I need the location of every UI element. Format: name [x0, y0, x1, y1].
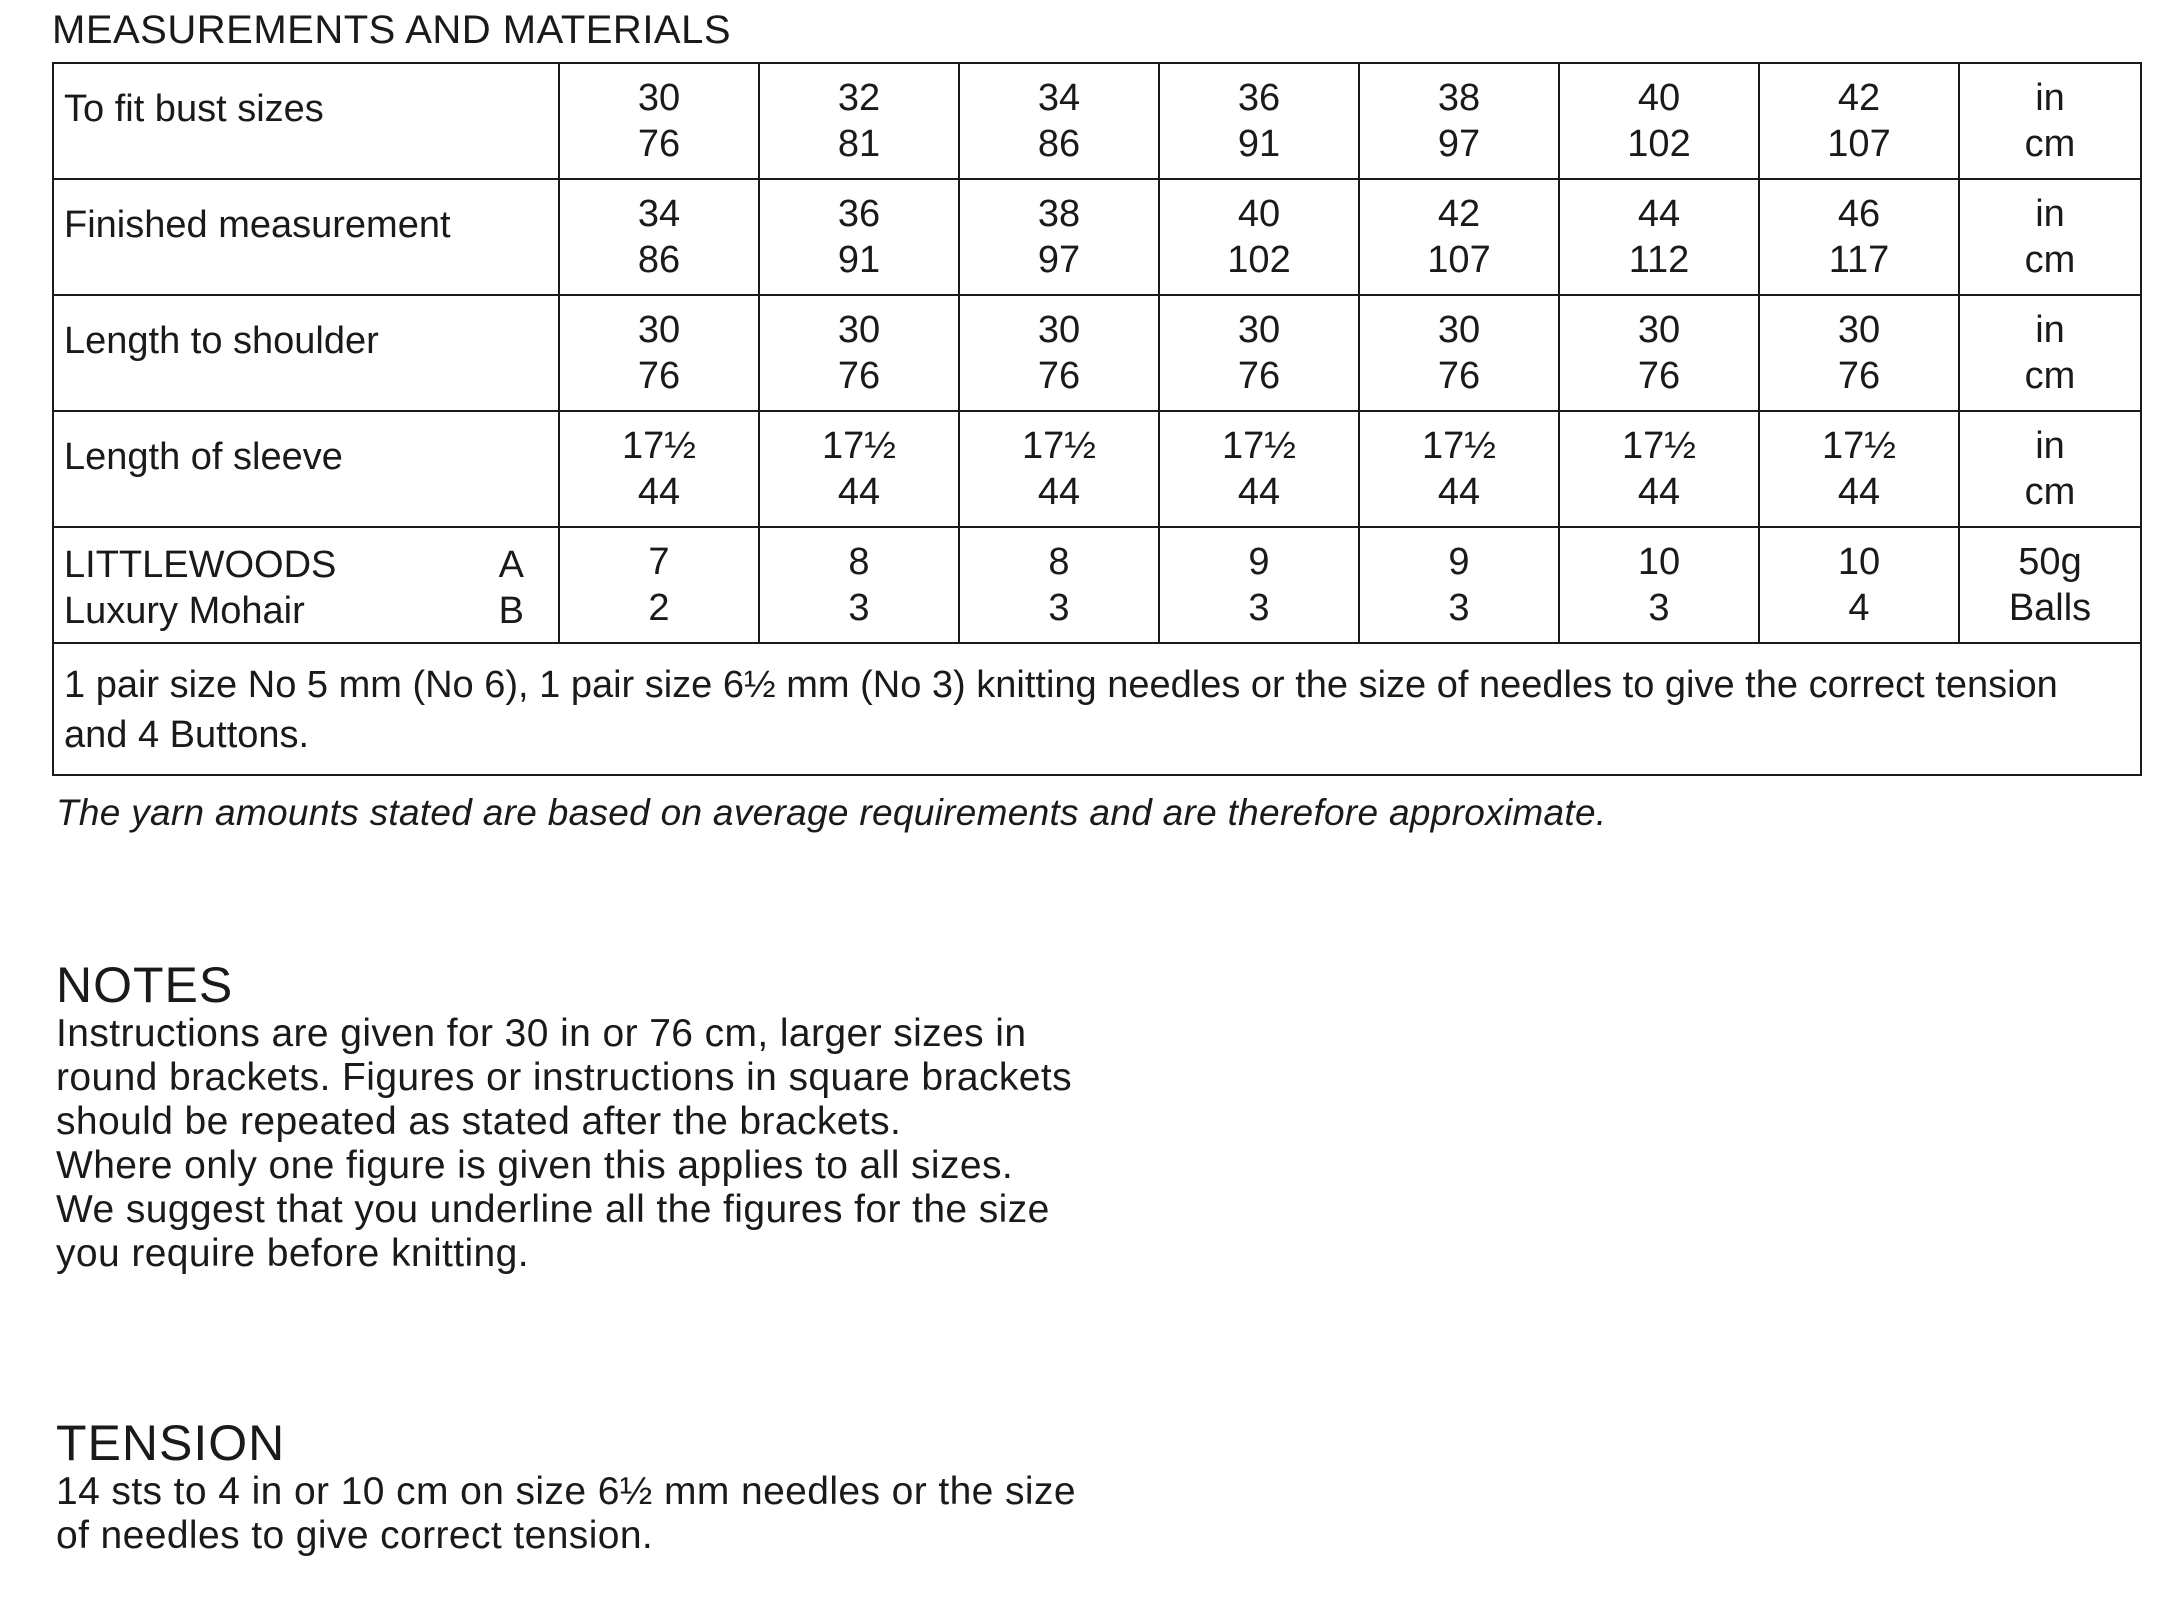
cell-value-bottom: 3 — [1048, 587, 1070, 629]
cell-value-bottom: cm — [2024, 239, 2076, 281]
cell-value-bottom: 76 — [837, 355, 881, 397]
yarn-brand: LITTLEWOODS — [64, 544, 337, 586]
cell-value-bottom: 3 — [1648, 587, 1670, 629]
cell-value-bottom: 44 — [637, 471, 681, 513]
cell-value-top: 17½ — [1822, 425, 1896, 467]
size-cell — [1359, 295, 1559, 411]
yarn-code-a: A — [498, 544, 524, 586]
cell-value-bottom: 76 — [1437, 355, 1481, 397]
cell-value-bottom: 102 — [1627, 123, 1691, 165]
cell-value-top: 30 — [1237, 309, 1281, 351]
cell-value-top: 17½ — [1622, 425, 1696, 467]
cell-value-bottom: 97 — [1437, 123, 1481, 165]
yarn-label — [64, 528, 558, 634]
cell-value-top: 30 — [1837, 309, 1881, 351]
cell-value-bottom: 91 — [837, 239, 881, 281]
cell-value-top: in — [2035, 425, 2065, 467]
yarn-amount-cell — [759, 527, 959, 643]
size-cell — [959, 295, 1159, 411]
cell-value-bottom: 44 — [1437, 471, 1481, 513]
cell-value-top: 17½ — [822, 425, 896, 467]
size-cell — [1559, 295, 1759, 411]
cell-value-top: 36 — [837, 193, 881, 235]
unit-cell — [1959, 527, 2141, 643]
size-cell — [1359, 411, 1559, 527]
cell-value-bottom: 76 — [637, 123, 681, 165]
cell-value-bottom: 91 — [1237, 123, 1281, 165]
cell-value-bottom: Balls — [2008, 587, 2092, 629]
size-cell — [959, 411, 1159, 527]
cell-value-top: 38 — [1037, 193, 1081, 235]
yarn-name-col — [64, 542, 336, 634]
size-cell — [1359, 179, 1559, 295]
size-cell — [959, 179, 1159, 295]
yarn-row — [53, 527, 2141, 643]
measurements-table — [52, 62, 2142, 776]
cell-value-bottom: 76 — [1237, 355, 1281, 397]
cell-value-top: 34 — [1037, 77, 1081, 119]
size-cell — [1759, 295, 1959, 411]
cell-value-top: 9 — [1248, 541, 1270, 583]
size-cell — [1159, 411, 1359, 527]
cell-value-bottom: cm — [2024, 123, 2076, 165]
cell-value-bottom: 107 — [1827, 123, 1891, 165]
cell-value-top: 30 — [837, 309, 881, 351]
cell-value-top: 32 — [837, 77, 881, 119]
cell-value-top: 17½ — [1222, 425, 1296, 467]
yarn-amount-cell — [559, 527, 759, 643]
size-cell — [1159, 179, 1359, 295]
size-cell — [1759, 179, 1959, 295]
yarn-label-cell — [53, 527, 559, 643]
cell-value-top: 7 — [648, 541, 670, 583]
cell-value-bottom: 81 — [837, 123, 881, 165]
cell-value-top: 8 — [1048, 541, 1070, 583]
cell-value-bottom: 76 — [1837, 355, 1881, 397]
yarn-disclaimer: The yarn amounts stated are based on average requirements and are therefore approximate. — [56, 792, 1607, 833]
unit-cell — [1959, 295, 2141, 411]
cell-value-top: 30 — [1437, 309, 1481, 351]
table-row — [53, 411, 2141, 527]
size-cell — [759, 179, 959, 295]
cell-value-bottom: 2 — [648, 587, 670, 629]
table-row — [53, 63, 2141, 179]
cell-value-top: 46 — [1837, 193, 1881, 235]
cell-value-bottom: 76 — [1637, 355, 1681, 397]
cell-value-top: 42 — [1837, 77, 1881, 119]
table-row — [53, 295, 2141, 411]
size-cell — [1159, 63, 1359, 179]
size-cell — [1359, 63, 1559, 179]
yarn-code-col — [499, 542, 524, 634]
notes-paragraph: Where only one figure is given this applies to all sizes. — [56, 1144, 1014, 1187]
cell-value-top: 40 — [1637, 77, 1681, 119]
size-cell — [559, 63, 759, 179]
cell-value-top: 50g — [2018, 541, 2082, 583]
size-cell — [959, 63, 1159, 179]
cell-value-bottom: 102 — [1227, 239, 1291, 281]
cell-value-bottom: 86 — [1037, 123, 1081, 165]
cell-value-top: 30 — [637, 77, 681, 119]
cell-value-top: in — [2035, 309, 2065, 351]
size-cell — [759, 411, 959, 527]
needles-row — [53, 643, 2141, 775]
cell-value-top: 30 — [637, 309, 681, 351]
cell-value-top: 36 — [1237, 77, 1281, 119]
tension-text: 14 sts to 4 in or 10 cm on size 6½ mm needles or the size of needles to give correct tension. — [56, 1470, 1076, 1557]
size-cell — [559, 179, 759, 295]
cell-value-top: 30 — [1037, 309, 1081, 351]
row-label: Length to shoulder — [53, 295, 559, 411]
cell-value-top: in — [2035, 77, 2065, 119]
notes-paragraph: Instructions are given for 30 in or 76 cm, larger sizes in round brackets. Figures or instructions in square brackets should be repeated as stated after the brackets. — [56, 1012, 1072, 1143]
page-title: MEASUREMENTS AND MATERIALS — [52, 8, 732, 52]
cell-value-top: 8 — [848, 541, 870, 583]
yarn-amount-cell — [1559, 527, 1759, 643]
unit-cell — [1959, 411, 2141, 527]
cell-value-bottom: 44 — [1837, 471, 1881, 513]
size-cell — [1159, 295, 1359, 411]
cell-value-top: 42 — [1437, 193, 1481, 235]
cell-value-bottom: 86 — [637, 239, 681, 281]
notes-section — [56, 958, 1116, 1276]
size-cell — [759, 295, 959, 411]
cell-value-bottom: cm — [2024, 355, 2076, 397]
cell-value-bottom: 112 — [1628, 239, 1690, 281]
cell-value-top: 17½ — [1022, 425, 1096, 467]
unit-cell — [1959, 63, 2141, 179]
size-cell — [559, 411, 759, 527]
cell-value-bottom: 117 — [1828, 239, 1890, 281]
table-row — [53, 179, 2141, 295]
cell-value-top: 34 — [637, 193, 681, 235]
cell-value-bottom: cm — [2024, 471, 2076, 513]
size-cell — [1759, 411, 1959, 527]
cell-value-top: 30 — [1637, 309, 1681, 351]
yarn-amount-cell — [959, 527, 1159, 643]
cell-value-top: in — [2035, 193, 2065, 235]
notes-paragraph: We suggest that you underline all the figures for the size you require before knitting. — [56, 1188, 1050, 1275]
size-cell — [1559, 179, 1759, 295]
unit-cell — [1959, 179, 2141, 295]
cell-value-bottom: 107 — [1427, 239, 1491, 281]
row-label: Finished measurement — [53, 179, 559, 295]
row-label: Length of sleeve — [53, 411, 559, 527]
cell-value-top: 10 — [1637, 541, 1681, 583]
size-cell — [1559, 411, 1759, 527]
cell-value-bottom: 44 — [837, 471, 881, 513]
cell-value-top: 10 — [1837, 541, 1881, 583]
size-cell — [759, 63, 959, 179]
cell-value-bottom: 4 — [1848, 587, 1870, 629]
cell-value-top: 9 — [1448, 541, 1470, 583]
size-cell — [1559, 63, 1759, 179]
notes-heading: NOTES — [56, 957, 234, 1013]
cell-value-top: 17½ — [1422, 425, 1496, 467]
needles-text: 1 pair size No 5 mm (No 6), 1 pair size 6½ mm (No 3) knitting needles or the size of needles to give the correct tension and 4 Buttons. — [53, 643, 2141, 775]
cell-value-top: 40 — [1237, 193, 1281, 235]
yarn-amount-cell — [1359, 527, 1559, 643]
size-cell — [1759, 63, 1959, 179]
cell-value-bottom: 44 — [1637, 471, 1681, 513]
tension-heading: TENSION — [56, 1415, 286, 1471]
cell-value-bottom: 76 — [1037, 355, 1081, 397]
size-cell — [559, 295, 759, 411]
cell-value-bottom: 97 — [1037, 239, 1081, 281]
cell-value-bottom: 3 — [848, 587, 870, 629]
cell-value-bottom: 44 — [1037, 471, 1081, 513]
cell-value-top: 44 — [1637, 193, 1681, 235]
cell-value-top: 17½ — [622, 425, 696, 467]
yarn-amount-cell — [1159, 527, 1359, 643]
yarn-code-b: B — [498, 590, 524, 632]
tension-section — [56, 1416, 1116, 1558]
yarn-name: Luxury Mohair — [64, 590, 305, 632]
row-label: To fit bust sizes — [53, 63, 559, 179]
yarn-amount-cell — [1759, 527, 1959, 643]
cell-value-bottom: 44 — [1237, 471, 1281, 513]
cell-value-top: 38 — [1437, 77, 1481, 119]
cell-value-bottom: 3 — [1248, 587, 1270, 629]
cell-value-bottom: 3 — [1448, 587, 1470, 629]
cell-value-bottom: 76 — [637, 355, 681, 397]
